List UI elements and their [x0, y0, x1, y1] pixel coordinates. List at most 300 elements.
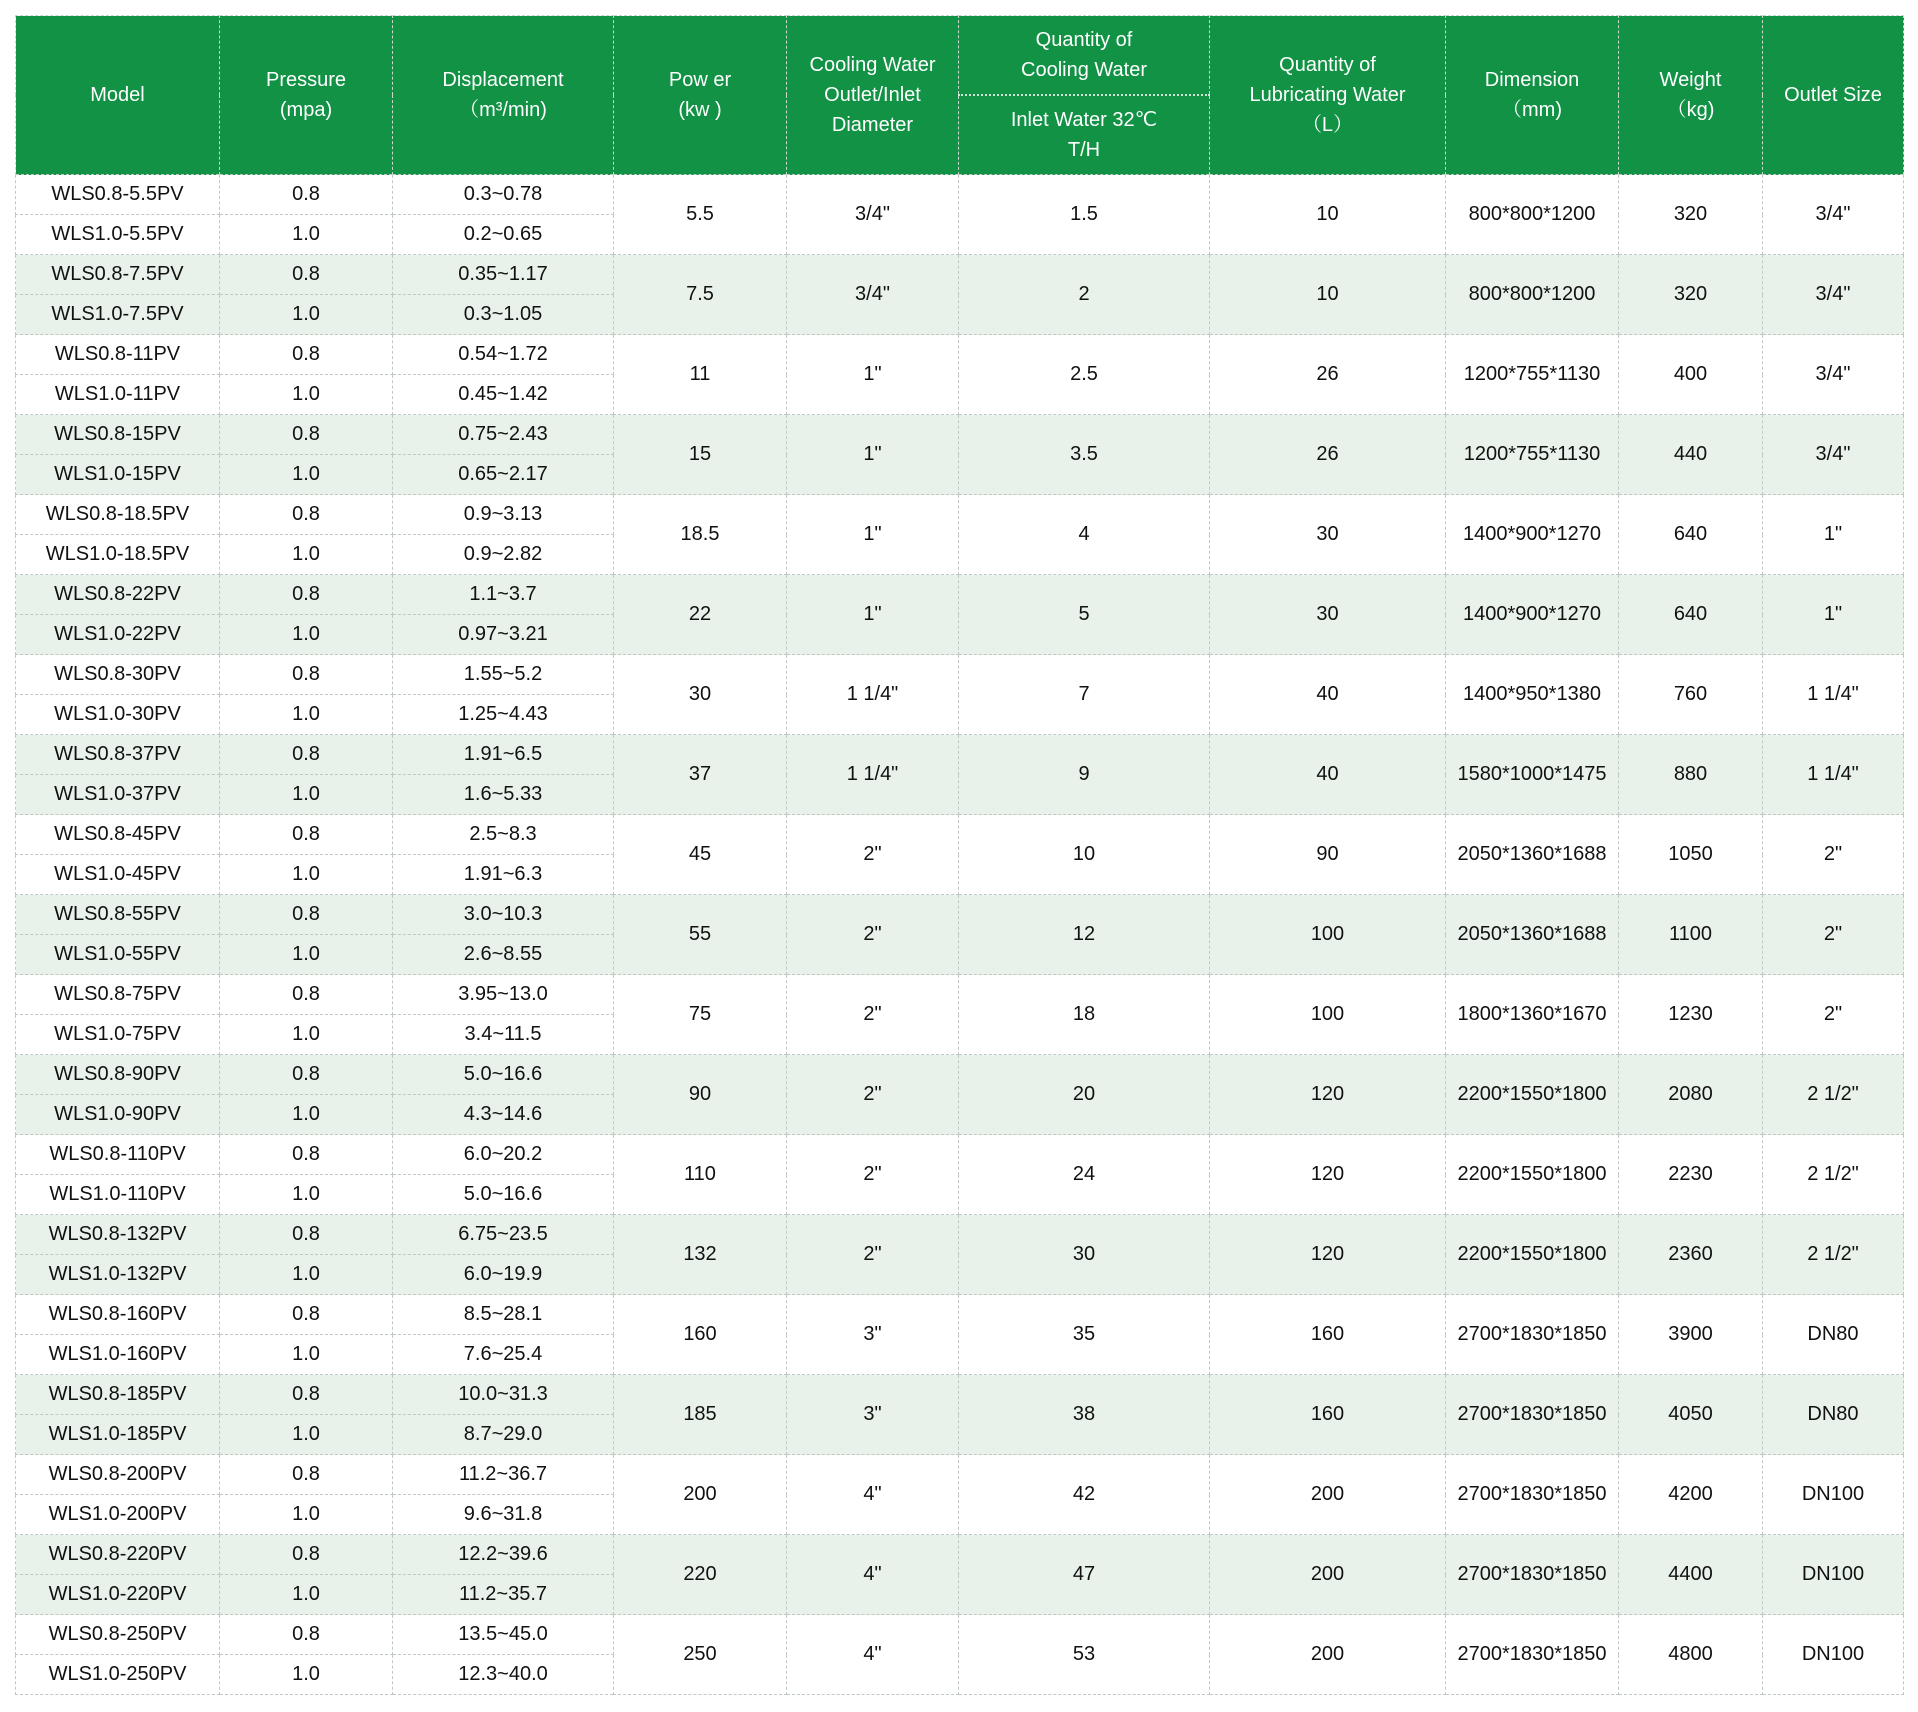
header-outlet-size [1763, 16, 1904, 175]
cell-model: WLS1.0-30PV [16, 695, 220, 735]
header-displacement [393, 16, 614, 175]
cell-power: 75 [614, 975, 787, 1055]
cell-pressure: 1.0 [220, 1015, 393, 1055]
cell-outlet-size: 2 1/2" [1763, 1215, 1904, 1295]
cell-displacement: 0.2~0.65 [393, 215, 614, 255]
header-line: Weight [1659, 69, 1722, 91]
cell-model: WLS1.0-110PV [16, 1175, 220, 1215]
cell-weight: 2360 [1619, 1215, 1763, 1295]
cell-power: 200 [614, 1455, 787, 1535]
cell-cooling-diameter: 2" [787, 1215, 959, 1295]
cell-cooling-quantity: 1.5 [959, 175, 1210, 255]
cell-outlet-size: DN80 [1763, 1295, 1904, 1375]
header-cooling-quantity [959, 16, 1210, 96]
cell-dimension: 2200*1550*1800 [1446, 1135, 1619, 1215]
cell-pressure: 1.0 [220, 1655, 393, 1695]
table-row [16, 1055, 1904, 1095]
table-row [16, 655, 1904, 695]
header-line: Inlet Water 32℃ [1010, 109, 1158, 131]
cell-model: WLS1.0-90PV [16, 1095, 220, 1135]
cell-pressure: 0.8 [220, 1055, 393, 1095]
cell-lubricating-quantity: 26 [1210, 415, 1446, 495]
cell-displacement: 13.5~45.0 [393, 1615, 614, 1655]
cell-dimension: 2700*1830*1850 [1446, 1455, 1619, 1535]
cell-model: WLS0.8-220PV [16, 1535, 220, 1575]
cell-dimension: 800*800*1200 [1446, 255, 1619, 335]
header-power [614, 16, 787, 175]
cell-power: 185 [614, 1375, 787, 1455]
cell-cooling-diameter: 3/4" [787, 255, 959, 335]
cell-pressure: 0.8 [220, 575, 393, 615]
cell-displacement: 0.54~1.72 [393, 335, 614, 375]
cell-cooling-diameter: 2" [787, 1135, 959, 1215]
cell-displacement: 5.0~16.6 [393, 1055, 614, 1095]
header-lubricating-quantity [1210, 16, 1446, 175]
cell-pressure: 1.0 [220, 1335, 393, 1375]
table-row [16, 415, 1904, 455]
cell-displacement: 0.3~0.78 [393, 175, 614, 215]
cell-dimension: 2700*1830*1850 [1446, 1295, 1619, 1375]
cell-lubricating-quantity: 160 [1210, 1295, 1446, 1375]
header-line: Pow er [668, 69, 732, 91]
cell-pressure: 0.8 [220, 735, 393, 775]
cell-power: 22 [614, 575, 787, 655]
cell-dimension: 1800*1360*1670 [1446, 975, 1619, 1055]
cell-model: WLS0.8-185PV [16, 1375, 220, 1415]
cell-model: WLS0.8-11PV [16, 335, 220, 375]
cell-model: WLS1.0-132PV [16, 1255, 220, 1295]
cell-model: WLS1.0-22PV [16, 615, 220, 655]
cell-model: WLS1.0-7.5PV [16, 295, 220, 335]
cell-pressure: 1.0 [220, 295, 393, 335]
header-line: Dimension [1484, 69, 1580, 91]
cell-weight: 3900 [1619, 1295, 1763, 1375]
cell-weight: 1050 [1619, 815, 1763, 895]
cell-displacement: 1.91~6.5 [393, 735, 614, 775]
cell-pressure: 0.8 [220, 495, 393, 535]
table-row [16, 255, 1904, 295]
cell-model: WLS0.8-7.5PV [16, 255, 220, 295]
cell-weight: 640 [1619, 575, 1763, 655]
header-cooling-quantity-sub [959, 95, 1210, 175]
header-line: Cooling Water [809, 54, 936, 76]
cell-pressure: 1.0 [220, 535, 393, 575]
table-row [16, 1375, 1904, 1415]
cell-model: WLS0.8-22PV [16, 575, 220, 615]
cell-outlet-size: 2 1/2" [1763, 1055, 1904, 1135]
header-model [16, 16, 220, 175]
cell-outlet-size: 1 1/4" [1763, 655, 1904, 735]
cell-weight: 1230 [1619, 975, 1763, 1055]
cell-pressure: 1.0 [220, 375, 393, 415]
cell-outlet-size: 3/4" [1763, 335, 1904, 415]
cell-model: WLS0.8-160PV [16, 1295, 220, 1335]
cell-dimension: 2050*1360*1688 [1446, 895, 1619, 975]
cell-cooling-diameter: 1" [787, 575, 959, 655]
cell-displacement: 7.6~25.4 [393, 1335, 614, 1375]
cell-pressure: 1.0 [220, 1495, 393, 1535]
cell-pressure: 1.0 [220, 775, 393, 815]
cell-model: WLS1.0-55PV [16, 935, 220, 975]
table-row [16, 575, 1904, 615]
cell-power: 18.5 [614, 495, 787, 575]
cell-pressure: 0.8 [220, 255, 393, 295]
cell-dimension: 1200*755*1130 [1446, 335, 1619, 415]
cell-cooling-quantity: 42 [959, 1455, 1210, 1535]
cell-cooling-quantity: 12 [959, 895, 1210, 975]
cell-pressure: 0.8 [220, 1535, 393, 1575]
cell-displacement: 5.0~16.6 [393, 1175, 614, 1215]
spec-table [15, 15, 1904, 1695]
cell-pressure: 0.8 [220, 1455, 393, 1495]
cell-pressure: 1.0 [220, 695, 393, 735]
cell-displacement: 0.35~1.17 [393, 255, 614, 295]
header-line: Quantity of [1035, 29, 1133, 51]
cell-lubricating-quantity: 26 [1210, 335, 1446, 415]
cell-cooling-quantity: 38 [959, 1375, 1210, 1455]
cell-pressure: 0.8 [220, 335, 393, 375]
cell-dimension: 2200*1550*1800 [1446, 1215, 1619, 1295]
cell-dimension: 1400*950*1380 [1446, 655, 1619, 735]
cell-cooling-diameter: 1" [787, 495, 959, 575]
cell-displacement: 11.2~36.7 [393, 1455, 614, 1495]
cell-displacement: 1.25~4.43 [393, 695, 614, 735]
table-row [16, 1535, 1904, 1575]
table-body [16, 175, 1904, 1695]
table-row [16, 1615, 1904, 1655]
cell-lubricating-quantity: 40 [1210, 735, 1446, 815]
cell-outlet-size: 3/4" [1763, 175, 1904, 255]
cell-model: WLS1.0-75PV [16, 1015, 220, 1055]
cell-dimension: 1580*1000*1475 [1446, 735, 1619, 815]
header-line: Displacement [442, 69, 564, 91]
cell-lubricating-quantity: 200 [1210, 1455, 1446, 1535]
cell-power: 55 [614, 895, 787, 975]
cell-power: 7.5 [614, 255, 787, 335]
cell-model: WLS0.8-250PV [16, 1615, 220, 1655]
cell-cooling-diameter: 2" [787, 815, 959, 895]
cell-pressure: 0.8 [220, 895, 393, 935]
cell-weight: 400 [1619, 335, 1763, 415]
cell-model: WLS0.8-30PV [16, 655, 220, 695]
cell-dimension: 2050*1360*1688 [1446, 815, 1619, 895]
cell-outlet-size: 2" [1763, 895, 1904, 975]
cell-lubricating-quantity: 30 [1210, 495, 1446, 575]
cell-cooling-quantity: 20 [959, 1055, 1210, 1135]
cell-weight: 4200 [1619, 1455, 1763, 1535]
cell-model: WLS0.8-55PV [16, 895, 220, 935]
cell-displacement: 0.9~2.82 [393, 535, 614, 575]
cell-outlet-size: DN100 [1763, 1455, 1904, 1535]
cell-power: 15 [614, 415, 787, 495]
cell-power: 11 [614, 335, 787, 415]
cell-model: WLS0.8-45PV [16, 815, 220, 855]
cell-model: WLS0.8-200PV [16, 1455, 220, 1495]
cell-power: 250 [614, 1615, 787, 1695]
header-line: （mm) [1502, 99, 1562, 121]
header-weight [1619, 16, 1763, 175]
header-line: Outlet Size [1784, 84, 1882, 106]
cell-power: 37 [614, 735, 787, 815]
cell-lubricating-quantity: 120 [1210, 1135, 1446, 1215]
table-row [16, 335, 1904, 375]
cell-cooling-quantity: 53 [959, 1615, 1210, 1695]
header-pressure [220, 16, 393, 175]
header-line: T/H [1067, 139, 1101, 161]
header-cooling-diameter [787, 16, 959, 175]
cell-outlet-size: DN80 [1763, 1375, 1904, 1455]
cell-pressure: 0.8 [220, 1375, 393, 1415]
cell-displacement: 2.6~8.55 [393, 935, 614, 975]
header-line: （m³/min) [459, 99, 547, 121]
cell-displacement: 12.2~39.6 [393, 1535, 614, 1575]
cell-weight: 320 [1619, 175, 1763, 255]
cell-weight: 760 [1619, 655, 1763, 735]
cell-cooling-diameter: 3/4" [787, 175, 959, 255]
cell-model: WLS0.8-110PV [16, 1135, 220, 1175]
cell-outlet-size: 1" [1763, 575, 1904, 655]
cell-dimension: 800*800*1200 [1446, 175, 1619, 255]
cell-power: 110 [614, 1135, 787, 1215]
cell-weight: 4800 [1619, 1615, 1763, 1695]
cell-power: 45 [614, 815, 787, 895]
cell-displacement: 12.3~40.0 [393, 1655, 614, 1695]
cell-model: WLS1.0-15PV [16, 455, 220, 495]
cell-displacement: 1.6~5.33 [393, 775, 614, 815]
cell-outlet-size: 2 1/2" [1763, 1135, 1904, 1215]
cell-cooling-quantity: 2 [959, 255, 1210, 335]
cell-cooling-diameter: 2" [787, 975, 959, 1055]
cell-displacement: 6.75~23.5 [393, 1215, 614, 1255]
cell-outlet-size: 1 1/4" [1763, 735, 1904, 815]
cell-weight: 320 [1619, 255, 1763, 335]
cell-cooling-quantity: 10 [959, 815, 1210, 895]
cell-cooling-quantity: 47 [959, 1535, 1210, 1615]
cell-lubricating-quantity: 160 [1210, 1375, 1446, 1455]
cell-pressure: 0.8 [220, 655, 393, 695]
cell-model: WLS1.0-200PV [16, 1495, 220, 1535]
cell-pressure: 0.8 [220, 415, 393, 455]
cell-cooling-diameter: 2" [787, 895, 959, 975]
cell-lubricating-quantity: 10 [1210, 175, 1446, 255]
cell-displacement: 0.3~1.05 [393, 295, 614, 335]
cell-displacement: 3.95~13.0 [393, 975, 614, 1015]
cell-model: WLS1.0-250PV [16, 1655, 220, 1695]
cell-displacement: 3.4~11.5 [393, 1015, 614, 1055]
cell-pressure: 0.8 [220, 1615, 393, 1655]
cell-model: WLS1.0-11PV [16, 375, 220, 415]
cell-lubricating-quantity: 200 [1210, 1615, 1446, 1695]
header-line: Lubricating Water [1249, 84, 1406, 106]
cell-pressure: 1.0 [220, 935, 393, 975]
cell-model: WLS1.0-5.5PV [16, 215, 220, 255]
header-line: Pressure [265, 69, 347, 91]
cell-pressure: 1.0 [220, 1575, 393, 1615]
cell-cooling-diameter: 3" [787, 1295, 959, 1375]
table-row [16, 975, 1904, 1015]
cell-power: 160 [614, 1295, 787, 1375]
header-line: Outlet/Inlet [824, 84, 921, 106]
cell-power: 90 [614, 1055, 787, 1135]
cell-model: WLS1.0-185PV [16, 1415, 220, 1455]
cell-model: WLS1.0-160PV [16, 1335, 220, 1375]
header-line: Cooling Water [1021, 59, 1147, 81]
header-line: Model [90, 84, 145, 106]
cell-displacement: 10.0~31.3 [393, 1375, 614, 1415]
cell-displacement: 4.3~14.6 [393, 1095, 614, 1135]
cell-cooling-quantity: 24 [959, 1135, 1210, 1215]
cell-pressure: 0.8 [220, 815, 393, 855]
cell-cooling-diameter: 1 1/4" [787, 655, 959, 735]
cell-displacement: 6.0~20.2 [393, 1135, 614, 1175]
header-dimension [1446, 16, 1619, 175]
table-row [16, 1135, 1904, 1175]
cell-cooling-quantity: 30 [959, 1215, 1210, 1295]
cell-model: WLS1.0-18.5PV [16, 535, 220, 575]
cell-lubricating-quantity: 120 [1210, 1215, 1446, 1295]
cell-pressure: 1.0 [220, 1175, 393, 1215]
cell-displacement: 0.9~3.13 [393, 495, 614, 535]
cell-lubricating-quantity: 30 [1210, 575, 1446, 655]
cell-cooling-diameter: 4" [787, 1535, 959, 1615]
cell-pressure: 0.8 [220, 975, 393, 1015]
cell-outlet-size: 1" [1763, 495, 1904, 575]
cell-model: WLS1.0-37PV [16, 775, 220, 815]
cell-power: 30 [614, 655, 787, 735]
cell-weight: 4400 [1619, 1535, 1763, 1615]
cell-outlet-size: 3/4" [1763, 415, 1904, 495]
cell-lubricating-quantity: 90 [1210, 815, 1446, 895]
table-row [16, 815, 1904, 855]
cell-weight: 1100 [1619, 895, 1763, 975]
cell-model: WLS0.8-18.5PV [16, 495, 220, 535]
cell-cooling-diameter: 1 1/4" [787, 735, 959, 815]
cell-displacement: 6.0~19.9 [393, 1255, 614, 1295]
cell-displacement: 8.5~28.1 [393, 1295, 614, 1335]
cell-displacement: 8.7~29.0 [393, 1415, 614, 1455]
cell-model: WLS1.0-45PV [16, 855, 220, 895]
cell-power: 5.5 [614, 175, 787, 255]
table-row [16, 1455, 1904, 1495]
header-line: （kg) [1666, 99, 1715, 121]
cell-dimension: 1400*900*1270 [1446, 495, 1619, 575]
cell-pressure: 1.0 [220, 1095, 393, 1135]
cell-displacement: 9.6~31.8 [393, 1495, 614, 1535]
cell-dimension: 1400*900*1270 [1446, 575, 1619, 655]
cell-outlet-size: 2" [1763, 815, 1904, 895]
cell-cooling-diameter: 4" [787, 1615, 959, 1695]
cell-weight: 2080 [1619, 1055, 1763, 1135]
cell-weight: 640 [1619, 495, 1763, 575]
cell-cooling-diameter: 2" [787, 1055, 959, 1135]
cell-cooling-diameter: 1" [787, 335, 959, 415]
cell-cooling-quantity: 3.5 [959, 415, 1210, 495]
table-row [16, 175, 1904, 215]
cell-pressure: 0.8 [220, 1295, 393, 1335]
cell-pressure: 1.0 [220, 855, 393, 895]
cell-lubricating-quantity: 100 [1210, 975, 1446, 1055]
cell-model: WLS1.0-220PV [16, 1575, 220, 1615]
cell-model: WLS0.8-5.5PV [16, 175, 220, 215]
cell-dimension: 2700*1830*1850 [1446, 1375, 1619, 1455]
cell-cooling-quantity: 2.5 [959, 335, 1210, 415]
cell-cooling-diameter: 4" [787, 1455, 959, 1535]
cell-lubricating-quantity: 40 [1210, 655, 1446, 735]
cell-model: WLS0.8-37PV [16, 735, 220, 775]
cell-outlet-size: DN100 [1763, 1535, 1904, 1615]
cell-lubricating-quantity: 10 [1210, 255, 1446, 335]
cell-displacement: 1.55~5.2 [393, 655, 614, 695]
table-row [16, 1215, 1904, 1255]
cell-model: WLS0.8-75PV [16, 975, 220, 1015]
cell-pressure: 0.8 [220, 175, 393, 215]
cell-weight: 880 [1619, 735, 1763, 815]
cell-pressure: 0.8 [220, 1135, 393, 1175]
cell-model: WLS0.8-90PV [16, 1055, 220, 1095]
cell-lubricating-quantity: 100 [1210, 895, 1446, 975]
cell-cooling-quantity: 9 [959, 735, 1210, 815]
cell-outlet-size: DN100 [1763, 1615, 1904, 1695]
cell-weight: 440 [1619, 415, 1763, 495]
cell-pressure: 1.0 [220, 215, 393, 255]
cell-outlet-size: 3/4" [1763, 255, 1904, 335]
cell-weight: 2230 [1619, 1135, 1763, 1215]
cell-displacement: 1.91~6.3 [393, 855, 614, 895]
cell-power: 220 [614, 1535, 787, 1615]
header-line: Quantity of [1279, 54, 1376, 76]
cell-dimension: 1200*755*1130 [1446, 415, 1619, 495]
cell-cooling-diameter: 3" [787, 1375, 959, 1455]
cell-lubricating-quantity: 200 [1210, 1535, 1446, 1615]
cell-model: WLS0.8-15PV [16, 415, 220, 455]
table-row [16, 495, 1904, 535]
table-header [16, 16, 1904, 175]
header-line: (kw ) [678, 99, 722, 121]
cell-displacement: 0.97~3.21 [393, 615, 614, 655]
cell-power: 132 [614, 1215, 787, 1295]
cell-cooling-quantity: 4 [959, 495, 1210, 575]
cell-model: WLS0.8-132PV [16, 1215, 220, 1255]
table-row [16, 1295, 1904, 1335]
cell-displacement: 0.45~1.42 [393, 375, 614, 415]
cell-displacement: 11.2~35.7 [393, 1575, 614, 1615]
cell-pressure: 1.0 [220, 1255, 393, 1295]
cell-weight: 4050 [1619, 1375, 1763, 1455]
table-row [16, 895, 1904, 935]
cell-pressure: 1.0 [220, 455, 393, 495]
cell-pressure: 1.0 [220, 615, 393, 655]
header-line: (mpa) [279, 99, 333, 121]
cell-cooling-quantity: 18 [959, 975, 1210, 1055]
cell-displacement: 1.1~3.7 [393, 575, 614, 615]
cell-cooling-quantity: 7 [959, 655, 1210, 735]
cell-displacement: 0.75~2.43 [393, 415, 614, 455]
cell-dimension: 2200*1550*1800 [1446, 1055, 1619, 1135]
table-row [16, 735, 1904, 775]
cell-pressure: 1.0 [220, 1415, 393, 1455]
cell-lubricating-quantity: 120 [1210, 1055, 1446, 1135]
cell-dimension: 2700*1830*1850 [1446, 1615, 1619, 1695]
cell-outlet-size: 2" [1763, 975, 1904, 1055]
header-line: （L） [1301, 114, 1354, 136]
cell-displacement: 0.65~2.17 [393, 455, 614, 495]
cell-cooling-quantity: 5 [959, 575, 1210, 655]
cell-displacement: 2.5~8.3 [393, 815, 614, 855]
cell-cooling-diameter: 1" [787, 415, 959, 495]
cell-cooling-quantity: 35 [959, 1295, 1210, 1375]
header-line: Diameter [831, 114, 914, 136]
cell-dimension: 2700*1830*1850 [1446, 1535, 1619, 1615]
